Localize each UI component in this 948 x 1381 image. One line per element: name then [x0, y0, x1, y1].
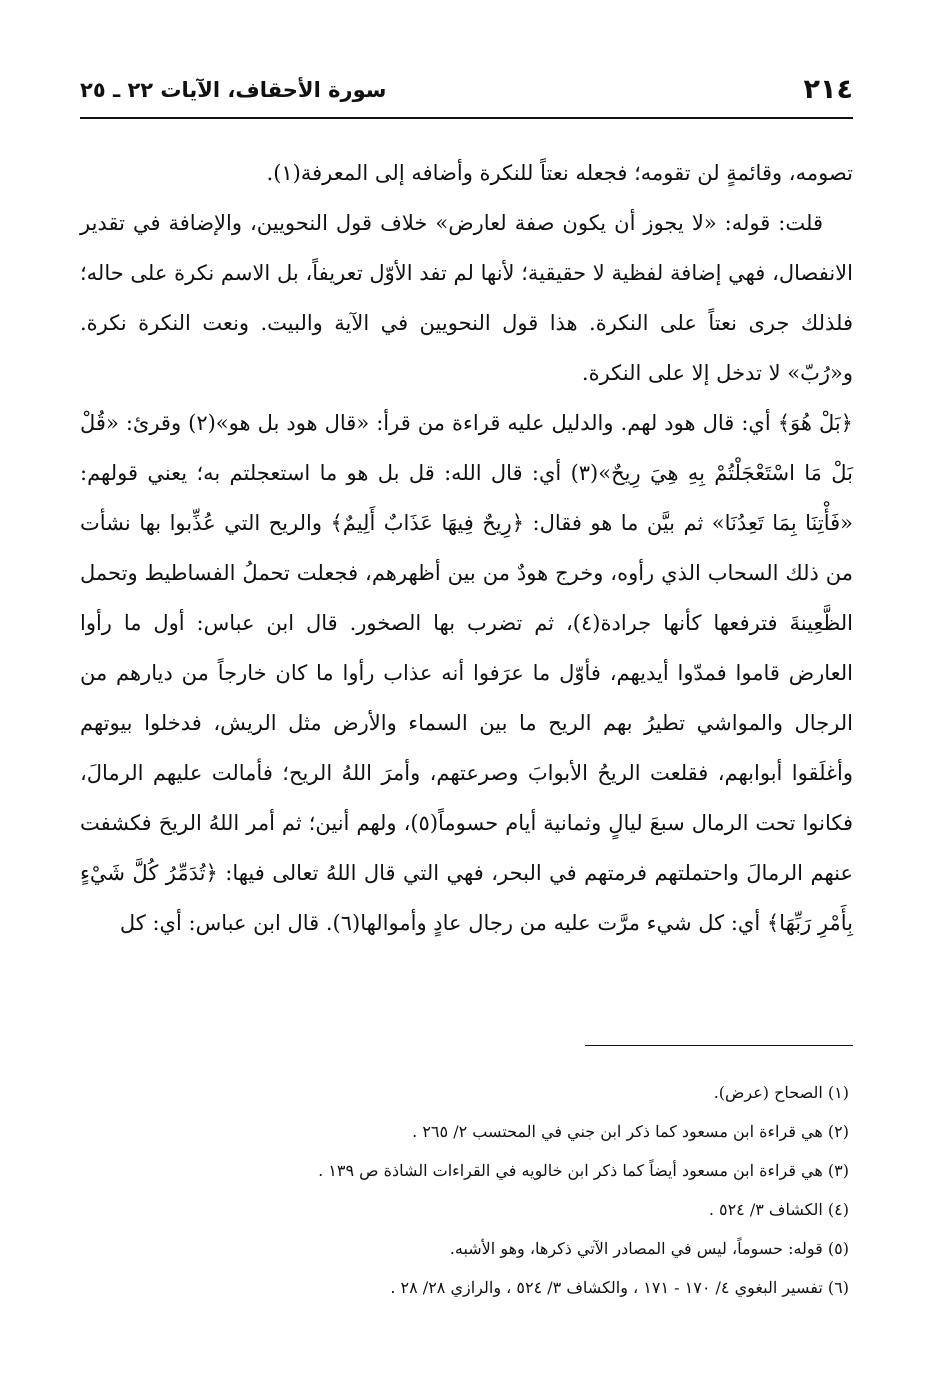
page-header	[80, 70, 853, 114]
running-title: سورة الأحقاف، الآيات ٢٢ ـ ٢٥	[80, 78, 387, 102]
header-divider	[80, 117, 853, 119]
page-number: ٢١٤	[803, 74, 853, 105]
footnote-5: (٥) قوله: حسوماً، ليس في المصادر الآتي ذكرها، وهو الأشبه.	[449, 1239, 849, 1258]
footnote-3: (٣) هي قراءة ابن مسعود أيضاً كما ذكر ابن خالويه في القراءات الشاذة ص ١٣٩ .	[318, 1161, 849, 1180]
footnotes	[80, 1073, 853, 1307]
paragraph-3: ﴿بَلْ هُوَ﴾ أي: قال هود لهم. والدليل عليه قراءة من قرأ: «قال هود بل هو»(٢) وقرئ: «قُلْ بَلْ مَا اسْتَعْجَلْتُمْ بِهِ هِيَ رِيحٌ»(٣) أي: قال الله: قل بل هو ما استعجلتم به؛ يعني قولهم: «فَأْتِنَا بِمَا تَعِدُنَا» ثم بيَّن ما هو فقال: ﴿رِيحٌ فِيهَا عَذَابٌ أَلِيمٌ﴾ والريح التي عُذِّبوا بها نشأت من ذلك السحاب الذي رأوه، وخرج هودٌ من بين أظهرهم، فجعلت تحملُ الفساطيط وتحمل الظَّعِينةَ فترفعها كأنها جرادة(٤)، ثم تضرب بها الصخور. قال ابن عباس: أول ما رأوا العارض قاموا فمدّوا أيديهم، فأوّل ما عرَفوا أنه عذاب رأوا ما كان خارجاً من ديارهم من الرجال والمواشي تطيرُ بهم الريح ما بين السماء والأرض مثل الريش، فدخلوا بيوتهم وأغلَقوا أبوابهم، فقلعت الريحُ الأبوابَ وصرعتهم، وأمرَ اللهُ الريح؛ فأمالت عليهم الرمالَ، فكانوا تحت الرمال سبعَ ليالٍ وثمانية أيام حسوماً(٥)، ولهم أنين؛ ثم أمر اللهُ الريحَ فكشفت عنهم الرمالَ واحتملتهم فرمتهم في البحر، فهي التي قال اللهُ تعالى فيها: ﴿تُدَمِّرُ كُلَّ شَيْءٍ بِأَمْرِ رَبِّهَا﴾ أي: كل شيء مرَّت عليه من رجال عادٍ وأموالها(٦). قال ابن عباس: أي: كل	[80, 411, 854, 935]
footnote-2: (٢) هي قراءة ابن مسعود كما ذكر ابن جني في المحتسب ٢/ ٢٦٥ .	[412, 1122, 849, 1141]
main-text	[80, 148, 853, 948]
footnote-4: (٤) الكشاف ٣/ ٥٢٤ .	[708, 1200, 849, 1219]
paragraph-1: تصومه، وقائمةٍ لن تقومه؛ فجعله نعتاً للنكرة وأضافه إلى المعرفة(١).	[266, 161, 853, 185]
footnote-1: (١) الصحاح (عرض).	[713, 1083, 849, 1102]
footnote-6: (٦) تفسير البغوي ٤/ ١٧٠ - ١٧١ ، والكشاف ٣/ ٥٢٤ ، والرازي ٢٨/ ٢٨ .	[390, 1278, 849, 1297]
paragraph-2: قلت: قوله: «لا يجوز أن يكون صفة لعارض» خلاف قول النحويين، والإضافة في تقدير الانفصال، فهي إضافة لفظية لا حقيقية؛ لأنها لم تفد الأوّل تعريفاً، بل الاسم نكرة على حاله؛ فلذلك جرى نعتاً على النكرة. هذا قول النحويين في الآية والبيت. ونعت النكرة نكرة. و«رُبّ» لا تدخل إلا على النكرة.	[80, 211, 853, 385]
footnote-divider	[585, 1045, 853, 1046]
